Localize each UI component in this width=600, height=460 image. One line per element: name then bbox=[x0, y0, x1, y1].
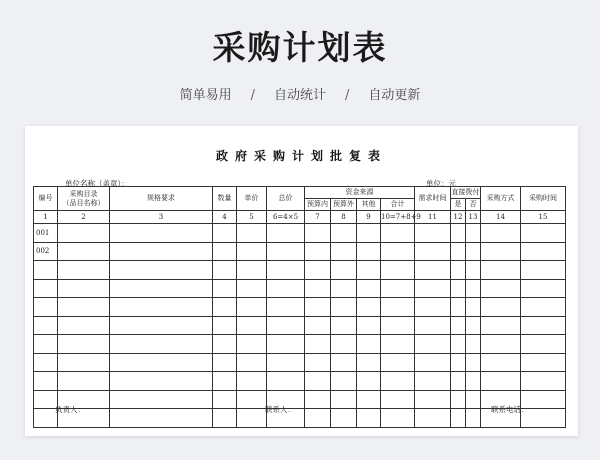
column-number: 9 bbox=[357, 211, 381, 224]
header-demand-time: 需求时间 bbox=[415, 187, 451, 211]
table-cell bbox=[451, 335, 466, 354]
table-cell bbox=[213, 390, 237, 409]
table-cell bbox=[331, 242, 357, 261]
header-fund-source: 资金来源 bbox=[305, 187, 415, 199]
table-cell bbox=[331, 224, 357, 243]
table-cell bbox=[521, 279, 566, 298]
table-cell bbox=[213, 261, 237, 280]
table-cell bbox=[110, 261, 213, 280]
table-cell bbox=[381, 261, 415, 280]
table-cell bbox=[58, 316, 110, 335]
table-cell bbox=[305, 242, 331, 261]
row-id-cell bbox=[34, 372, 58, 391]
row-id-cell bbox=[34, 409, 58, 428]
table-cell bbox=[237, 242, 267, 261]
table-cell bbox=[521, 353, 566, 372]
currency-unit-label: 单位：元 bbox=[426, 179, 456, 188]
table-cell bbox=[415, 279, 451, 298]
table-cell bbox=[237, 316, 267, 335]
table-cell bbox=[451, 372, 466, 391]
table-cell bbox=[267, 335, 305, 354]
table-cell bbox=[451, 409, 466, 428]
table-cell bbox=[267, 261, 305, 280]
table-cell bbox=[58, 261, 110, 280]
header-budget-in: 预算内 bbox=[305, 199, 331, 211]
table-cell bbox=[415, 372, 451, 391]
table-cell bbox=[415, 409, 451, 428]
table-cell bbox=[58, 224, 110, 243]
table-row bbox=[34, 242, 566, 261]
table-cell bbox=[415, 316, 451, 335]
table-cell bbox=[305, 298, 331, 317]
feature-separator: / bbox=[250, 88, 255, 103]
table-cell bbox=[381, 390, 415, 409]
table-cell bbox=[381, 224, 415, 243]
table-cell bbox=[521, 224, 566, 243]
table-cell bbox=[213, 335, 237, 354]
header-sum: 合计 bbox=[381, 199, 415, 211]
table-cell bbox=[481, 242, 521, 261]
table-cell bbox=[521, 261, 566, 280]
column-number: 15 bbox=[521, 211, 566, 224]
row-id-cell: 001 bbox=[34, 224, 58, 243]
table-cell bbox=[466, 335, 481, 354]
table-cell bbox=[331, 261, 357, 280]
table-cell bbox=[331, 335, 357, 354]
table-cell bbox=[305, 316, 331, 335]
table-cell bbox=[331, 390, 357, 409]
table-cell bbox=[305, 390, 331, 409]
column-number: 4 bbox=[213, 211, 237, 224]
table-cell bbox=[58, 353, 110, 372]
table-cell bbox=[331, 298, 357, 317]
table-cell bbox=[481, 316, 521, 335]
row-id-cell bbox=[34, 353, 58, 372]
table-cell bbox=[451, 261, 466, 280]
table-cell bbox=[305, 409, 331, 428]
table-cell bbox=[110, 224, 213, 243]
table-cell bbox=[58, 242, 110, 261]
table-cell bbox=[521, 335, 566, 354]
column-number: 6=4×5 bbox=[267, 211, 305, 224]
table-cell bbox=[237, 298, 267, 317]
column-number: 13 bbox=[466, 211, 481, 224]
table-cell bbox=[305, 353, 331, 372]
table-cell bbox=[357, 372, 381, 391]
column-number-row bbox=[34, 211, 566, 224]
table-cell bbox=[481, 261, 521, 280]
table-cell bbox=[331, 353, 357, 372]
table-cell bbox=[267, 224, 305, 243]
table-row bbox=[34, 409, 566, 428]
table-cell bbox=[267, 353, 305, 372]
row-id-cell bbox=[34, 261, 58, 280]
unit-name-label: 单位名称（盖章）： bbox=[65, 179, 129, 188]
table-cell bbox=[237, 224, 267, 243]
table-cell bbox=[213, 224, 237, 243]
table-cell bbox=[237, 390, 267, 409]
column-number: 12 bbox=[451, 211, 466, 224]
column-number: 14 bbox=[481, 211, 521, 224]
feature-item: 简单易用 bbox=[179, 88, 232, 103]
feature-item: 自动统计 bbox=[273, 88, 326, 103]
table-cell bbox=[451, 390, 466, 409]
table-row bbox=[34, 279, 566, 298]
table-cell bbox=[466, 409, 481, 428]
table-cell bbox=[357, 316, 381, 335]
table-cell bbox=[481, 298, 521, 317]
table-cell bbox=[451, 224, 466, 243]
table-cell bbox=[213, 242, 237, 261]
table-cell bbox=[481, 279, 521, 298]
table-cell bbox=[237, 335, 267, 354]
table-cell bbox=[521, 372, 566, 391]
table-cell bbox=[381, 279, 415, 298]
table-cell bbox=[213, 409, 237, 428]
table-cell bbox=[415, 224, 451, 243]
header-catalog: 采购目录 （品目名称） bbox=[58, 187, 110, 211]
table-cell bbox=[58, 372, 110, 391]
table-cell bbox=[415, 261, 451, 280]
header-other: 其他 bbox=[357, 199, 381, 211]
table-cell bbox=[381, 242, 415, 261]
table-cell bbox=[58, 279, 110, 298]
table-cell bbox=[305, 279, 331, 298]
table-cell bbox=[466, 372, 481, 391]
table-cell bbox=[381, 353, 415, 372]
table-row bbox=[34, 335, 566, 354]
column-number: 10=7+8+9 bbox=[381, 211, 415, 224]
table-cell bbox=[415, 353, 451, 372]
table-cell bbox=[481, 335, 521, 354]
table-cell bbox=[415, 298, 451, 317]
table-cell bbox=[451, 353, 466, 372]
table-cell bbox=[357, 409, 381, 428]
row-id-cell bbox=[34, 390, 58, 409]
table-cell bbox=[267, 298, 305, 317]
table-cell bbox=[357, 261, 381, 280]
table-cell bbox=[305, 335, 331, 354]
table-cell bbox=[466, 261, 481, 280]
table-cell bbox=[415, 335, 451, 354]
table-cell bbox=[357, 279, 381, 298]
header-price: 单价 bbox=[237, 187, 267, 211]
table-cell bbox=[451, 316, 466, 335]
table-cell bbox=[237, 372, 267, 391]
table-cell bbox=[466, 316, 481, 335]
header-budget-out: 预算外 bbox=[331, 199, 357, 211]
column-number: 11 bbox=[415, 211, 451, 224]
row-id-cell bbox=[34, 335, 58, 354]
table-cell bbox=[110, 353, 213, 372]
row-id-cell: 002 bbox=[34, 242, 58, 261]
table-cell bbox=[466, 353, 481, 372]
procurement-table bbox=[33, 186, 566, 428]
table-cell bbox=[213, 298, 237, 317]
table-cell bbox=[381, 335, 415, 354]
table-cell bbox=[381, 298, 415, 317]
table-cell bbox=[415, 242, 451, 261]
table-cell bbox=[466, 390, 481, 409]
table-cell bbox=[415, 390, 451, 409]
table-cell bbox=[237, 409, 267, 428]
column-number: 8 bbox=[331, 211, 357, 224]
column-number: 7 bbox=[305, 211, 331, 224]
header-method: 采购方式 bbox=[481, 187, 521, 211]
table-cell bbox=[267, 242, 305, 261]
table-cell bbox=[381, 409, 415, 428]
feature-separator: / bbox=[345, 88, 350, 103]
footer-contact: 联系人： bbox=[265, 405, 295, 414]
table-cell bbox=[213, 279, 237, 298]
table-cell bbox=[110, 409, 213, 428]
table-row bbox=[34, 224, 566, 243]
header-spec: 规格要求 bbox=[110, 187, 213, 211]
table-cell bbox=[213, 353, 237, 372]
table-cell bbox=[331, 279, 357, 298]
document-sheet bbox=[25, 126, 578, 436]
table-cell bbox=[267, 279, 305, 298]
header-yes: 是 bbox=[451, 199, 466, 211]
row-id-cell bbox=[34, 279, 58, 298]
table-cell bbox=[521, 316, 566, 335]
table-row bbox=[34, 316, 566, 335]
table-row bbox=[34, 298, 566, 317]
footer-phone: 联系电话： bbox=[491, 405, 529, 414]
table-cell bbox=[237, 261, 267, 280]
table-cell bbox=[305, 224, 331, 243]
table-cell bbox=[110, 298, 213, 317]
table-cell bbox=[110, 372, 213, 391]
table-cell bbox=[213, 316, 237, 335]
row-id-cell bbox=[34, 316, 58, 335]
table-row bbox=[34, 353, 566, 372]
column-number: 2 bbox=[58, 211, 110, 224]
table-cell bbox=[466, 279, 481, 298]
table-cell bbox=[305, 261, 331, 280]
table-cell bbox=[521, 298, 566, 317]
table-row bbox=[34, 261, 566, 280]
table-cell bbox=[466, 224, 481, 243]
table-cell bbox=[451, 298, 466, 317]
table-cell bbox=[110, 390, 213, 409]
feature-item: 自动更新 bbox=[368, 88, 421, 103]
table-cell bbox=[357, 298, 381, 317]
header-row bbox=[34, 187, 566, 199]
table-cell bbox=[331, 372, 357, 391]
table-cell bbox=[451, 279, 466, 298]
column-number: 5 bbox=[237, 211, 267, 224]
header-purchase-time: 采购时间 bbox=[521, 187, 566, 211]
column-number: 1 bbox=[34, 211, 58, 224]
table-cell bbox=[305, 372, 331, 391]
table-cell bbox=[357, 390, 381, 409]
footer-responsible: 负责人： bbox=[55, 405, 85, 414]
table-cell bbox=[481, 224, 521, 243]
feature-list bbox=[0, 84, 600, 103]
table-cell bbox=[451, 242, 466, 261]
header-no: 编号 bbox=[34, 187, 58, 211]
table-cell bbox=[213, 372, 237, 391]
row-id-cell bbox=[34, 298, 58, 317]
header-no-opt: 否 bbox=[466, 199, 481, 211]
header-direct-alloc: 直接拨付 bbox=[451, 187, 481, 199]
table-cell bbox=[381, 372, 415, 391]
table-cell bbox=[466, 242, 481, 261]
table-row bbox=[34, 390, 566, 409]
table-row bbox=[34, 372, 566, 391]
table-cell bbox=[357, 242, 381, 261]
document-title: 政府采购计划批复表 bbox=[215, 149, 387, 163]
table-cell bbox=[110, 279, 213, 298]
table-cell bbox=[357, 224, 381, 243]
header-qty: 数量 bbox=[213, 187, 237, 211]
table-cell bbox=[331, 409, 357, 428]
table-cell bbox=[110, 242, 213, 261]
table-cell bbox=[357, 335, 381, 354]
page-title: 采购计划表 bbox=[212, 28, 388, 67]
table-cell bbox=[58, 298, 110, 317]
table-cell bbox=[237, 353, 267, 372]
table-cell bbox=[481, 353, 521, 372]
table-cell bbox=[331, 316, 357, 335]
table-cell bbox=[267, 372, 305, 391]
table-cell bbox=[481, 372, 521, 391]
table-cell bbox=[267, 316, 305, 335]
table-cell bbox=[58, 335, 110, 354]
table-cell bbox=[466, 298, 481, 317]
table-cell bbox=[381, 316, 415, 335]
table-cell bbox=[110, 316, 213, 335]
table-cell bbox=[357, 353, 381, 372]
table-cell bbox=[110, 335, 213, 354]
column-number: 3 bbox=[110, 211, 213, 224]
table-cell bbox=[237, 279, 267, 298]
table-cell bbox=[521, 242, 566, 261]
header-total: 总价 bbox=[267, 187, 305, 211]
